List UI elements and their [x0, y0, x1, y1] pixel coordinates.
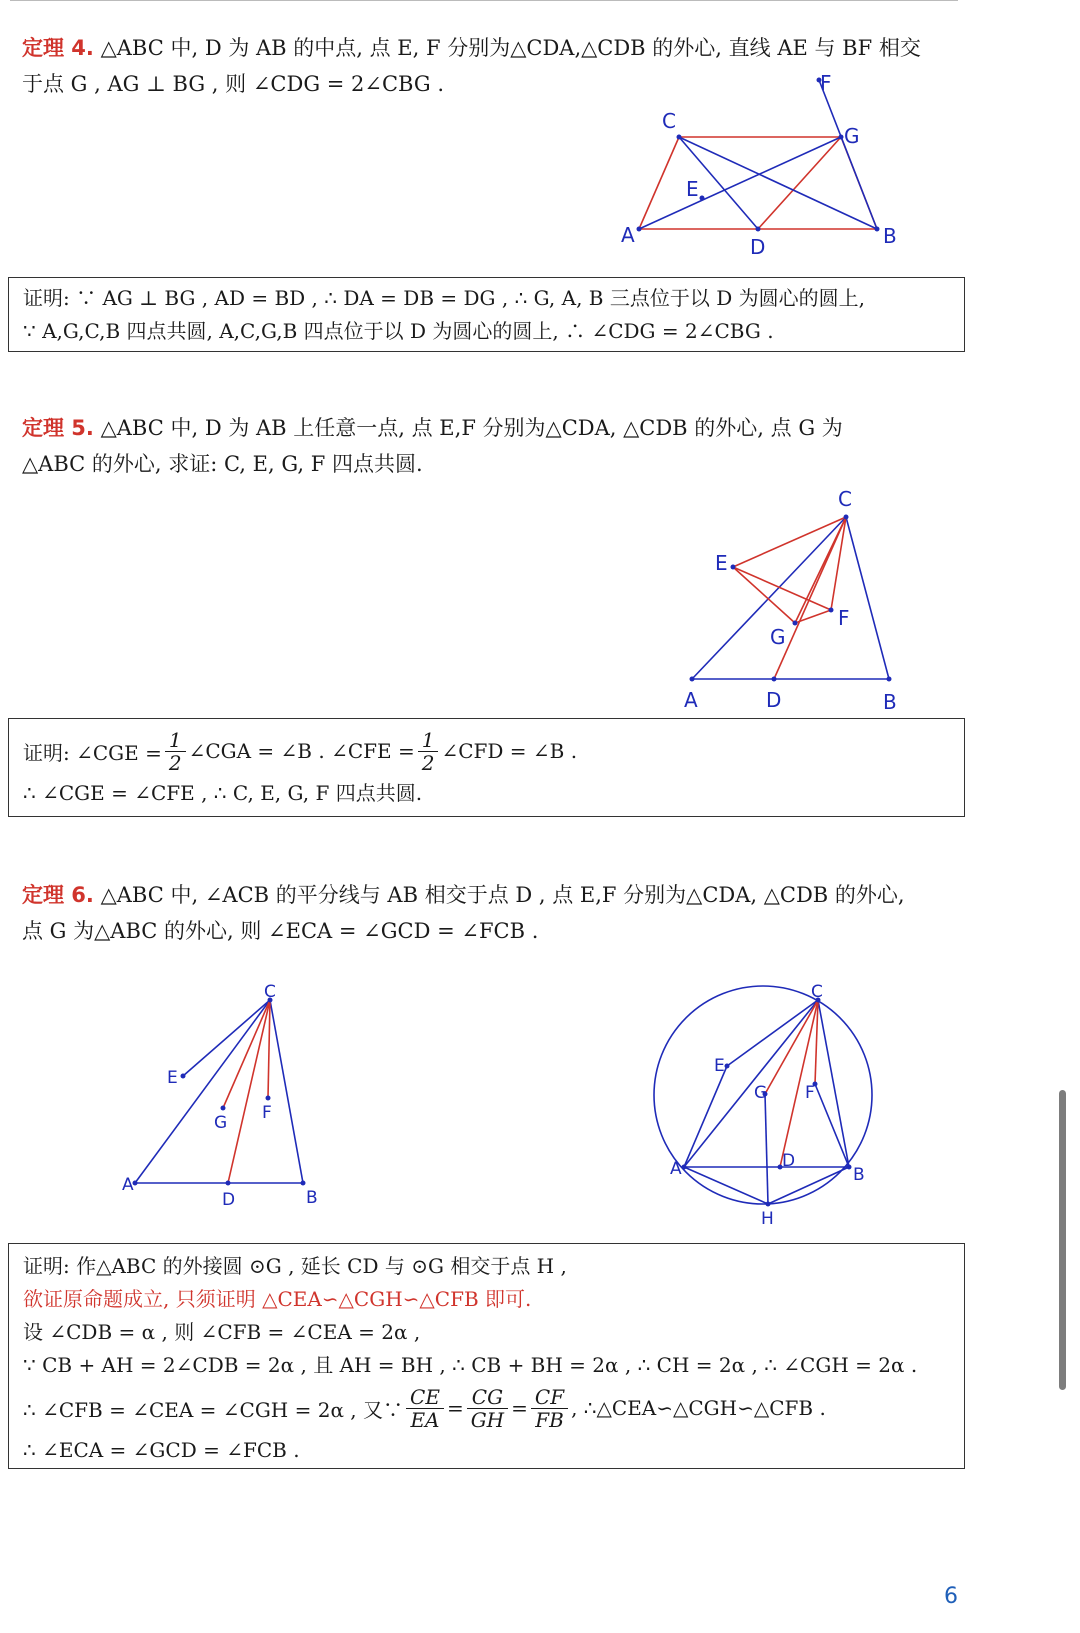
t6r-label-h: H	[761, 1209, 774, 1229]
theorem6-eq-1: =	[446, 1396, 464, 1420]
t6l-dot-d	[226, 1181, 231, 1186]
t6r-dot-b	[847, 1165, 852, 1170]
theorem6-proof-line1: 证明: 作△ABC 的外接圆 ⊙G , 延长 CD 与 ⊙G 相交于点 H ,	[23, 1254, 567, 1278]
theorem4-proof-box	[8, 277, 965, 352]
t6r-seg-hb	[768, 1167, 849, 1204]
t6l-dot-g	[221, 1106, 226, 1111]
t5-label-g: G	[770, 625, 786, 649]
t6r-label-e: E	[714, 1056, 725, 1076]
t6r-seg-fb	[815, 1084, 849, 1167]
t5-dot-g	[793, 621, 798, 626]
theorem6-frac-c-num: CF	[531, 1386, 568, 1409]
t6l-label-d: D	[222, 1190, 236, 1210]
theorem5-frac1-den: 2	[168, 750, 182, 775]
vertical-scrollbar[interactable]	[1059, 1090, 1066, 1390]
t4-dot-e	[700, 196, 705, 201]
theorem4-line2: 于点 G , AG ⊥ BG , 则 ∠CDG = 2∠CBG .	[22, 72, 445, 96]
t6l-dot-e	[181, 1074, 186, 1079]
t6l-label-b: B	[306, 1188, 318, 1208]
t4-seg-dg	[758, 137, 841, 229]
t5-dot-d	[772, 677, 777, 682]
t5-seg-ce	[733, 517, 846, 567]
theorem4-label: 定理 4.	[22, 36, 94, 60]
t5-label-b: B	[883, 690, 897, 714]
theorem4-proof-line1: 证明: ∵ AG ⊥ BG , AD = BD , ∴ DA = DB = DG , ∴ G, A, B 三点位于以 D 为圆心的圆上,	[23, 286, 865, 310]
t5-seg-ac	[692, 517, 846, 679]
theorem5-proof-end: ∠CFD = ∠B .	[441, 739, 578, 763]
t5-dot-c	[844, 515, 849, 520]
t6r-dot-e	[725, 1064, 730, 1069]
t6r-dot-a	[682, 1165, 687, 1170]
theorem5-frac2-den: 2	[421, 750, 435, 775]
theorem6-line1: △ABC 中, ∠ACB 的平分线与 AB 相交于点 D , 点 E,F 分别为△CDA, △CDB 的外心,	[100, 883, 905, 907]
theorem6-fraction-cg-gh	[467, 1386, 508, 1431]
theorem6-fraction-cf-fb	[531, 1386, 568, 1431]
theorem6-frac-b-num: CG	[467, 1386, 508, 1409]
t6l-label-g: G	[214, 1113, 228, 1133]
theorem6-proof-line3: 设 ∠CDB = α , 则 ∠CFB = ∠CEA = 2α ,	[23, 1320, 421, 1344]
t6l-label-e: E	[167, 1068, 178, 1088]
t6r-seg-ca	[684, 1000, 818, 1167]
t4-label-f: F	[820, 71, 832, 95]
t4-seg-ca	[639, 137, 679, 229]
theorem5-line2: △ABC 的外心, 求证: C, E, G, F 四点共圆.	[22, 452, 423, 476]
t6r-label-d: D	[782, 1151, 796, 1171]
t6l-seg-cb	[270, 1000, 303, 1183]
theorem4-proof-line2: ∵ A,G,C,B 四点共圆, A,C,G,B 四点位于以 D 为圆心的圆上, ∴ ∠CDG = 2∠CBG .	[23, 319, 774, 343]
t5-dot-e	[731, 565, 736, 570]
t6l-dot-f	[266, 1096, 271, 1101]
t5-label-f: F	[838, 606, 850, 630]
t4-label-c: C	[662, 109, 676, 133]
theorem6-proof-box	[8, 1243, 965, 1469]
theorem5-proof-line1	[23, 725, 950, 777]
t5-seg-cb	[846, 517, 889, 679]
theorem6-frac-a-num: CE	[406, 1386, 444, 1409]
page-number: 6	[944, 1584, 958, 1609]
theorem4-figure	[620, 70, 940, 260]
t5-dot-f	[829, 608, 834, 613]
t6l-label-c: C	[264, 982, 276, 1002]
theorem6-fraction-ce-ea	[406, 1386, 444, 1431]
theorem6-line2: 点 G 为△ABC 的外心, 则 ∠ECA = ∠GCD = ∠FCB .	[22, 919, 539, 943]
t6r-seg-gh	[765, 1094, 768, 1204]
theorem5-frac2-num: 1	[418, 729, 439, 752]
t6l-label-a: A	[122, 1175, 134, 1195]
theorem6-figure-right	[650, 980, 900, 1230]
t4-label-d: D	[750, 235, 766, 259]
t6r-seg-ah	[684, 1167, 768, 1204]
t6r-label-c: C	[811, 982, 823, 1002]
t6r-label-g: G	[754, 1083, 768, 1103]
t6r-seg-cb	[818, 1000, 849, 1167]
t5-dot-a	[690, 677, 695, 682]
theorem6-label: 定理 6.	[22, 883, 94, 907]
theorem5-proof-prefix: 证明: ∠CGE =	[23, 740, 162, 765]
theorem6-statement	[22, 877, 905, 949]
t5-label-c: C	[838, 487, 852, 511]
theorem6-proof-line4: ∵ CB + AH = 2∠CDB = 2α , 且 AH = BH , ∴ CB + BH = 2α , ∴ CH = 2α , ∴ ∠CGH = 2α .	[23, 1353, 918, 1377]
t4-dot-g	[839, 135, 844, 140]
t5-label-a: A	[684, 688, 698, 712]
t4-label-g: G	[844, 124, 860, 148]
t6r-label-f: F	[805, 1083, 815, 1103]
theorem5-proof-mid: ∠CGA = ∠B . ∠CFE =	[188, 739, 415, 763]
theorem5-proof-box	[8, 718, 965, 817]
t6r-dot-h	[766, 1202, 771, 1207]
theorem6-proof-line6: ∴ ∠ECA = ∠GCD = ∠FCB .	[23, 1438, 300, 1462]
theorem6-proof-line5-prefix: ∴ ∠CFB = ∠CEA = ∠CGH = 2α , 又∵	[23, 1397, 404, 1422]
t4-dot-d	[756, 227, 761, 232]
top-rule	[10, 0, 958, 1]
theorem5-figure	[670, 487, 910, 715]
t4-label-e: E	[686, 177, 699, 201]
t4-dot-c	[677, 135, 682, 140]
t6r-label-b: B	[853, 1165, 865, 1185]
theorem6-proof-line2: 欲证原命题成立, 只须证明 △CEA∽△CGH∽△CFB 即可.	[23, 1287, 532, 1311]
theorem5-frac1-num: 1	[165, 729, 186, 752]
t5-dot-b	[887, 677, 892, 682]
t6l-dot-b	[301, 1181, 306, 1186]
theorem5-fraction-2	[418, 729, 439, 774]
t4-label-b: B	[883, 224, 897, 248]
theorem6-proof-line5-suffix: , ∴△CEA∽△CGH∽△CFB .	[571, 1396, 826, 1420]
theorem5-statement	[22, 410, 843, 482]
theorem6-proof-line5	[23, 1382, 950, 1434]
t6l-seg-ce	[183, 1000, 270, 1076]
t5-seg-eg	[733, 567, 795, 623]
t4-dot-a	[637, 227, 642, 232]
theorem6-figure-left	[118, 980, 338, 1210]
t6r-label-a: A	[670, 1159, 682, 1179]
t4-dot-b	[875, 227, 880, 232]
theorem6-frac-a-den: EA	[410, 1407, 440, 1432]
t6l-label-f: F	[262, 1103, 272, 1123]
t5-seg-cd	[774, 517, 846, 679]
t5-label-d: D	[766, 688, 782, 712]
t6r-seg-cg	[765, 1000, 818, 1094]
theorem6-eq-2: =	[511, 1396, 528, 1420]
t6l-seg-cf	[268, 1000, 270, 1098]
theorem5-fraction-1	[165, 729, 186, 774]
theorem6-frac-b-den: GH	[470, 1407, 505, 1432]
theorem5-proof-line2: ∴ ∠CGE = ∠CFE , ∴ C, E, G, F 四点共圆.	[23, 781, 423, 805]
t5-seg-ef	[733, 567, 831, 610]
theorem5-label: 定理 5.	[22, 416, 94, 440]
t4-label-a: A	[621, 223, 635, 247]
theorem4-line1: △ABC 中, D 为 AB 的中点, 点 E, F 分别为△CDA,△CDB 的外心, 直线 AE 与 BF 相交	[100, 36, 921, 60]
theorem5-line1: △ABC 中, D 为 AB 上任意一点, 点 E,F 分别为△CDA, △CDB 的外心, 点 G 为	[100, 416, 843, 440]
t6r-seg-ea	[684, 1066, 727, 1167]
t5-label-e: E	[715, 551, 728, 575]
t4-seg-ag	[639, 137, 841, 229]
theorem6-frac-c-den: FB	[535, 1407, 564, 1432]
